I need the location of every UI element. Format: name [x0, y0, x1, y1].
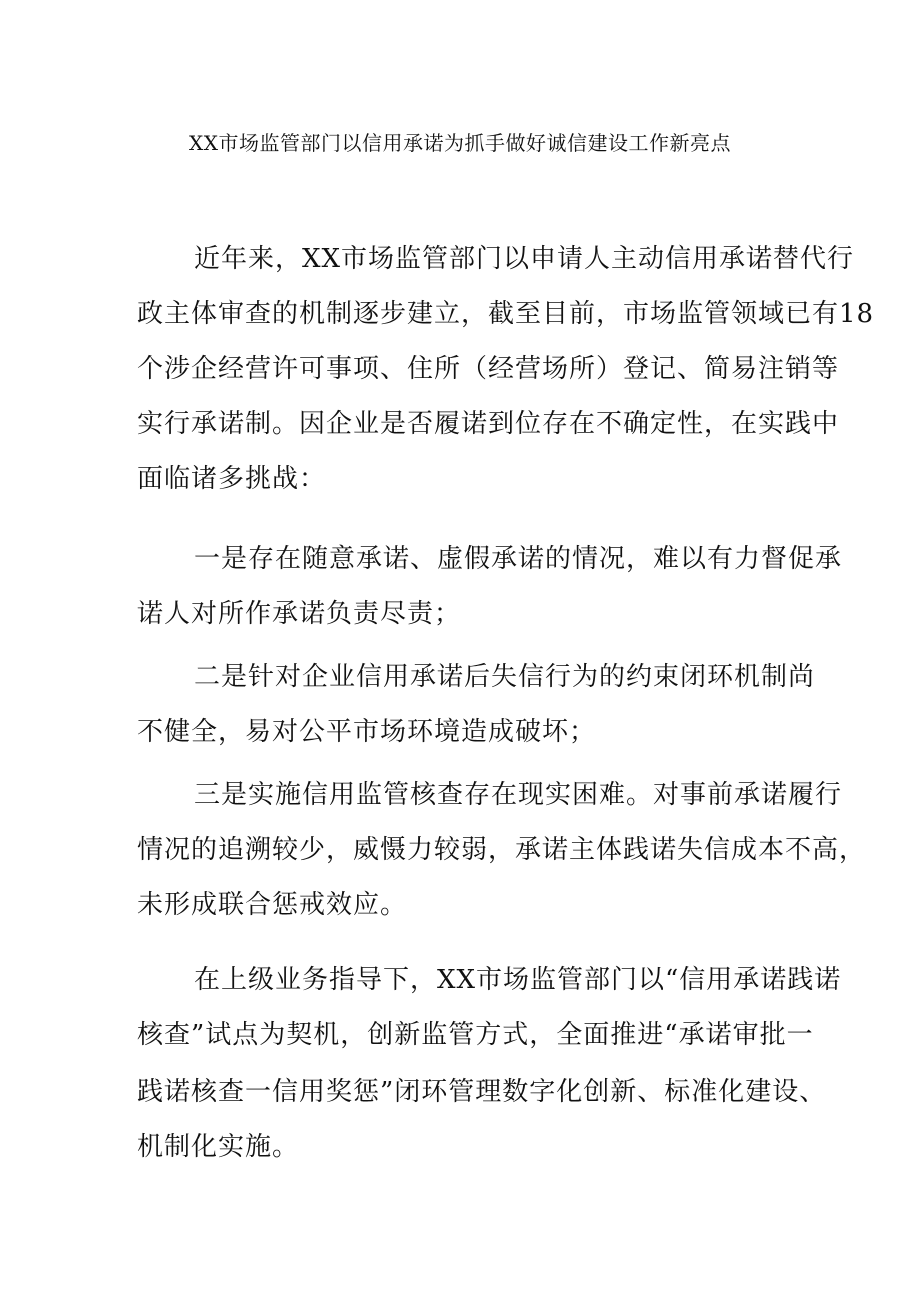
paragraph-1-line-1: 近年来，XX市场监管部门以申请人主动信用承诺替代行 — [194, 244, 855, 274]
paragraph-4-line-2: 情况的追溯较少，威慑力较弱，承诺主体践诺失信成本不高， — [137, 835, 867, 865]
paragraph-5-line-1: 在上级业务指导下，XX市场监管部门以“信用承诺践诺 — [194, 965, 842, 995]
paragraph-5-line-2: 核查”试点为契机，创新监管方式，全面推进“承诺审批一 — [137, 1020, 814, 1050]
paragraph-2-line-2: 诺人对所作承诺负责尽责； — [137, 599, 462, 629]
paragraph-2-line-1: 一是存在随意承诺、虚假承诺的情况，难以有力督促承 — [194, 544, 843, 574]
paragraph-1-line-2: 政主体审查的机制逐步建立，截至目前，市场监管领域已有18 — [137, 299, 875, 329]
paragraph-5-line-4: 机制化实施。 — [137, 1132, 300, 1162]
paragraph-1-line-5: 面临诸多挑战： — [137, 464, 327, 494]
paragraph-5-line-3: 践诺核查一信用奖惩”闭环管理数字化创新、标准化建设、 — [137, 1077, 827, 1107]
paragraph-4-line-1: 三是实施信用监管核查存在现实困难。对事前承诺履行 — [194, 780, 843, 810]
paragraph-1-line-3: 个涉企经营许可事项、住所（经营场所）登记、简易注销等 — [137, 354, 840, 384]
document-title: XX市场监管部门以信用承诺为抓手做好诚信建设工作新亮点 — [189, 131, 731, 155]
paragraph-1-line-4: 实行承诺制。因企业是否履诺到位存在不确定性，在实践中 — [137, 409, 840, 439]
paragraph-3-line-1: 二是针对企业信用承诺后失信行为的约束闭环机制尚 — [194, 662, 816, 692]
paragraph-4-line-3: 未形成联合惩戒效应。 — [137, 890, 408, 920]
paragraph-3-line-2: 不健全，易对公平市场环境造成破坏； — [137, 717, 597, 747]
